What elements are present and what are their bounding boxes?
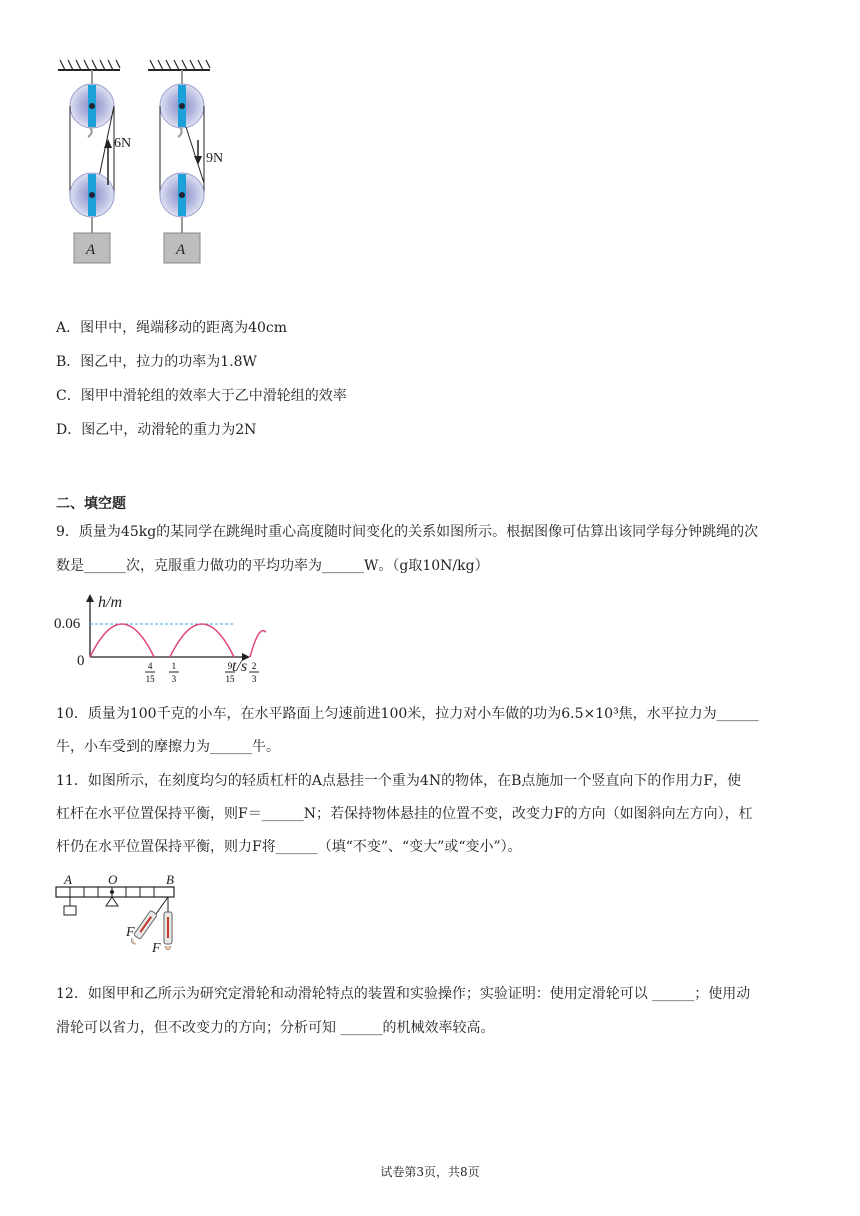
question-9-line-1: 9．质量为45kg的某同学在跳绳时重心高度随时间变化的关系如图所示。根据图像可估算出该同学每分钟跳绳的次 (56, 524, 759, 540)
option-d: D．图乙中，动滑轮的重力为2N (56, 422, 257, 438)
x-tick-label: 3 (171, 674, 177, 684)
fulcrum (106, 897, 118, 906)
question-12-line-2: 滑轮可以省力，但不改变力的方向；分析可知 ______的机械效率较高。 (56, 1020, 495, 1036)
x-axis-label: t/s (232, 658, 248, 675)
pulley-system-right (148, 60, 223, 263)
y-axis-label: h/m (98, 594, 122, 611)
block-a-label-right: A (176, 242, 186, 258)
question-11-line-1: 11．如图所示，在刻度均匀的轻质杠杆的A点悬挂一个重为4N的物体，在B点施加一个竖直向下的作用力F，使 (56, 773, 742, 789)
x-tick-label: 1 (171, 661, 177, 671)
lever-label-b: B (166, 872, 174, 887)
series-arc (170, 624, 234, 657)
section-title: 二、填空题 (56, 496, 126, 512)
question-11-line-3: 杆仍在水平位置保持平衡，则力F将______（填“不变”、“变大”或“变小”）。 (56, 839, 522, 855)
question-10-line-1: 10．质量为100千克的小车，在水平路面上匀速前进100米，拉力对小车做的功为6.5×10³焦，水平拉力为______ (56, 706, 759, 722)
y-tick-label: 0.06 (54, 616, 81, 632)
option-a: A．图甲中，绳端移动的距离为40cm (56, 320, 288, 336)
question-11-line-2: 杠杆在水平位置保持平衡，则F＝______N；若保持物体悬挂的位置不变，改变力F的方向（如图斜向左方向），杠 (56, 806, 753, 822)
series-arc (90, 624, 154, 657)
question-9-line-2: 数是______次，克服重力做功的平均功率为______W。（g取10N/kg） (56, 558, 489, 574)
lever-bar (56, 887, 174, 897)
option-c: C．图甲中滑轮组的效率大于乙中滑轮组的效率 (56, 388, 347, 404)
question-12-line-1: 12．如图甲和乙所示为研究定滑轮和动滑轮特点的装置和实验操作；实验证明：使用定滑轮可以 ______；使用动 (56, 986, 751, 1002)
x-tick-label: 2 (251, 661, 257, 671)
origin-label: 0 (77, 653, 85, 669)
x-tick-label: 15 (145, 674, 155, 684)
lever-figure (50, 872, 190, 962)
force-label-oblique: F (126, 925, 135, 940)
question-10-line-2: 牛，小车受到的摩擦力为______牛。 (56, 739, 280, 755)
pulley-figure (50, 55, 250, 270)
lever-label-o: O (108, 872, 118, 887)
hanging-weight (64, 906, 76, 915)
block-a-label-left: A (86, 242, 96, 258)
x-tick-label: 3 (251, 674, 257, 684)
x-tick-label: 4 (147, 661, 153, 671)
force-label-vertical: F (152, 941, 161, 956)
pulley-system-left (58, 60, 131, 263)
force-label-6n: 6N (114, 136, 132, 151)
height-time-chart (50, 590, 270, 685)
x-tick-label: 15 (225, 674, 235, 684)
x-tick-label: 9 (227, 661, 233, 671)
lever-label-a: A (64, 872, 72, 887)
series-arc (250, 631, 266, 657)
option-b: B．图乙中，拉力的功率为1.8W (56, 354, 257, 370)
force-label-9n: 9N (206, 151, 224, 166)
page-footer: 试卷第3页，共8页 (380, 1165, 480, 1179)
